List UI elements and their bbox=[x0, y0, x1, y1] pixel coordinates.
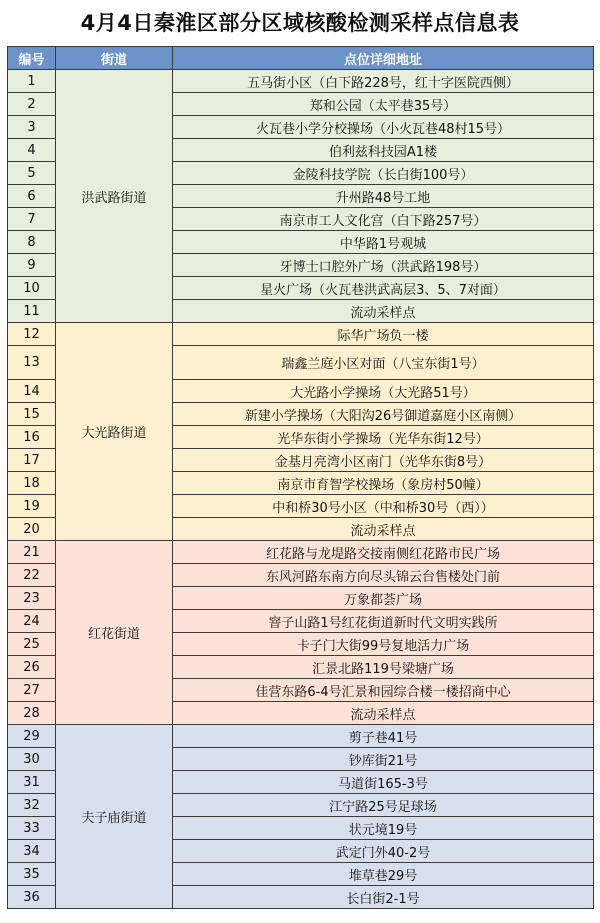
row-number: 2 bbox=[8, 93, 56, 116]
row-number: 5 bbox=[8, 162, 56, 185]
row-number: 22 bbox=[8, 564, 56, 587]
site-address: 堆草巷29号 bbox=[173, 863, 594, 886]
header-number: 编号 bbox=[8, 47, 56, 70]
site-address: 大光路小学操场（大光路51号） bbox=[173, 380, 594, 403]
street-name: 红花街道 bbox=[56, 541, 173, 725]
sampling-sites-table bbox=[7, 46, 594, 909]
row-number: 26 bbox=[8, 656, 56, 679]
site-address: 状元境19号 bbox=[173, 817, 594, 840]
site-address: 汇景北路119号梁塘广场 bbox=[173, 656, 594, 679]
row-number: 35 bbox=[8, 863, 56, 886]
row-number: 13 bbox=[8, 346, 56, 380]
site-address: 伯利兹科技园A1楼 bbox=[173, 139, 594, 162]
row-number: 25 bbox=[8, 633, 56, 656]
header-street: 街道 bbox=[56, 47, 173, 70]
row-number: 11 bbox=[8, 300, 56, 323]
site-address: 金陵科技学院（长白街100号） bbox=[173, 162, 594, 185]
site-address: 五马街小区（白下路228号，红十字医院西侧） bbox=[173, 70, 594, 93]
site-address: 南京市育智学校操场（象房村50幢） bbox=[173, 472, 594, 495]
site-address: 南京市工人文化宫（白下路257号） bbox=[173, 208, 594, 231]
row-number: 9 bbox=[8, 254, 56, 277]
table-header-row bbox=[8, 47, 594, 70]
street-name: 洪武路街道 bbox=[56, 70, 173, 323]
page-title: 4月4日秦淮区部分区域核酸检测采样点信息表 bbox=[80, 11, 520, 35]
row-number: 3 bbox=[8, 116, 56, 139]
row-number: 6 bbox=[8, 185, 56, 208]
site-address: 光华东街小学操场（光华东街12号） bbox=[173, 426, 594, 449]
row-number: 15 bbox=[8, 403, 56, 426]
site-address: 钞库街21号 bbox=[173, 748, 594, 771]
row-number: 33 bbox=[8, 817, 56, 840]
header-address: 点位详细地址 bbox=[173, 47, 594, 70]
site-address: 江宁路25号足球场 bbox=[173, 794, 594, 817]
row-number: 10 bbox=[8, 277, 56, 300]
site-address: 火瓦巷小学分校操场（小火瓦巷48村15号） bbox=[173, 116, 594, 139]
site-address: 剪子巷41号 bbox=[173, 725, 594, 748]
site-address: 中华路1号观城 bbox=[173, 231, 594, 254]
site-address: 流动采样点 bbox=[173, 702, 594, 725]
row-number: 24 bbox=[8, 610, 56, 633]
row-number: 23 bbox=[8, 587, 56, 610]
street-name: 大光路街道 bbox=[56, 323, 173, 541]
site-address: 武定门外40-2号 bbox=[173, 840, 594, 863]
site-address: 际华广场负一楼 bbox=[173, 323, 594, 346]
row-number: 4 bbox=[8, 139, 56, 162]
row-number: 1 bbox=[8, 70, 56, 93]
row-number: 36 bbox=[8, 886, 56, 909]
street-name: 夫子庙街道 bbox=[56, 725, 173, 909]
row-number: 8 bbox=[8, 231, 56, 254]
table-row bbox=[8, 323, 594, 346]
site-address: 长白街2-1号 bbox=[173, 886, 594, 909]
row-number: 18 bbox=[8, 472, 56, 495]
row-number: 28 bbox=[8, 702, 56, 725]
site-address: 流动采样点 bbox=[173, 518, 594, 541]
site-address: 郑和公园（太平巷35号） bbox=[173, 93, 594, 116]
row-number: 30 bbox=[8, 748, 56, 771]
site-address: 牙博士口腔外广场（洪武路198号） bbox=[173, 254, 594, 277]
site-address: 中和桥30号小区（中和桥30号（西）） bbox=[173, 495, 594, 518]
row-number: 17 bbox=[8, 449, 56, 472]
site-address: 红花路与龙堤路交接南侧红花路市民广场 bbox=[173, 541, 594, 564]
site-address: 新建小学操场（大阳沟26号御道嘉庭小区南侧） bbox=[173, 403, 594, 426]
site-address: 升州路48号工地 bbox=[173, 185, 594, 208]
table-row bbox=[8, 725, 594, 748]
site-address: 窨子山路1号红花街道新时代文明实践所 bbox=[173, 610, 594, 633]
row-number: 7 bbox=[8, 208, 56, 231]
row-number: 14 bbox=[8, 380, 56, 403]
row-number: 31 bbox=[8, 771, 56, 794]
site-address: 东风河路东南方向尽头锦云台售楼处门前 bbox=[173, 564, 594, 587]
table-body bbox=[8, 70, 594, 909]
row-number: 21 bbox=[8, 541, 56, 564]
site-address: 万象都荟广场 bbox=[173, 587, 594, 610]
table-row bbox=[8, 70, 594, 93]
site-address: 佳营东路6-4号汇景和园综合楼一楼招商中心 bbox=[173, 679, 594, 702]
site-address: 马道街165-3号 bbox=[173, 771, 594, 794]
site-address: 流动采样点 bbox=[173, 300, 594, 323]
row-number: 16 bbox=[8, 426, 56, 449]
row-number: 32 bbox=[8, 794, 56, 817]
table-row bbox=[8, 541, 594, 564]
site-address: 星火广场（火瓦巷洪武高层3、5、7对面） bbox=[173, 277, 594, 300]
row-number: 20 bbox=[8, 518, 56, 541]
row-number: 29 bbox=[8, 725, 56, 748]
site-address: 卡子门大街99号复地活力广场 bbox=[173, 633, 594, 656]
row-number: 12 bbox=[8, 323, 56, 346]
row-number: 19 bbox=[8, 495, 56, 518]
row-number: 27 bbox=[8, 679, 56, 702]
row-number: 34 bbox=[8, 840, 56, 863]
site-address: 瑞鑫兰庭小区对面（八宝东街1号） bbox=[173, 346, 594, 380]
site-address: 金基月亮湾小区南门（光华东街8号） bbox=[173, 449, 594, 472]
